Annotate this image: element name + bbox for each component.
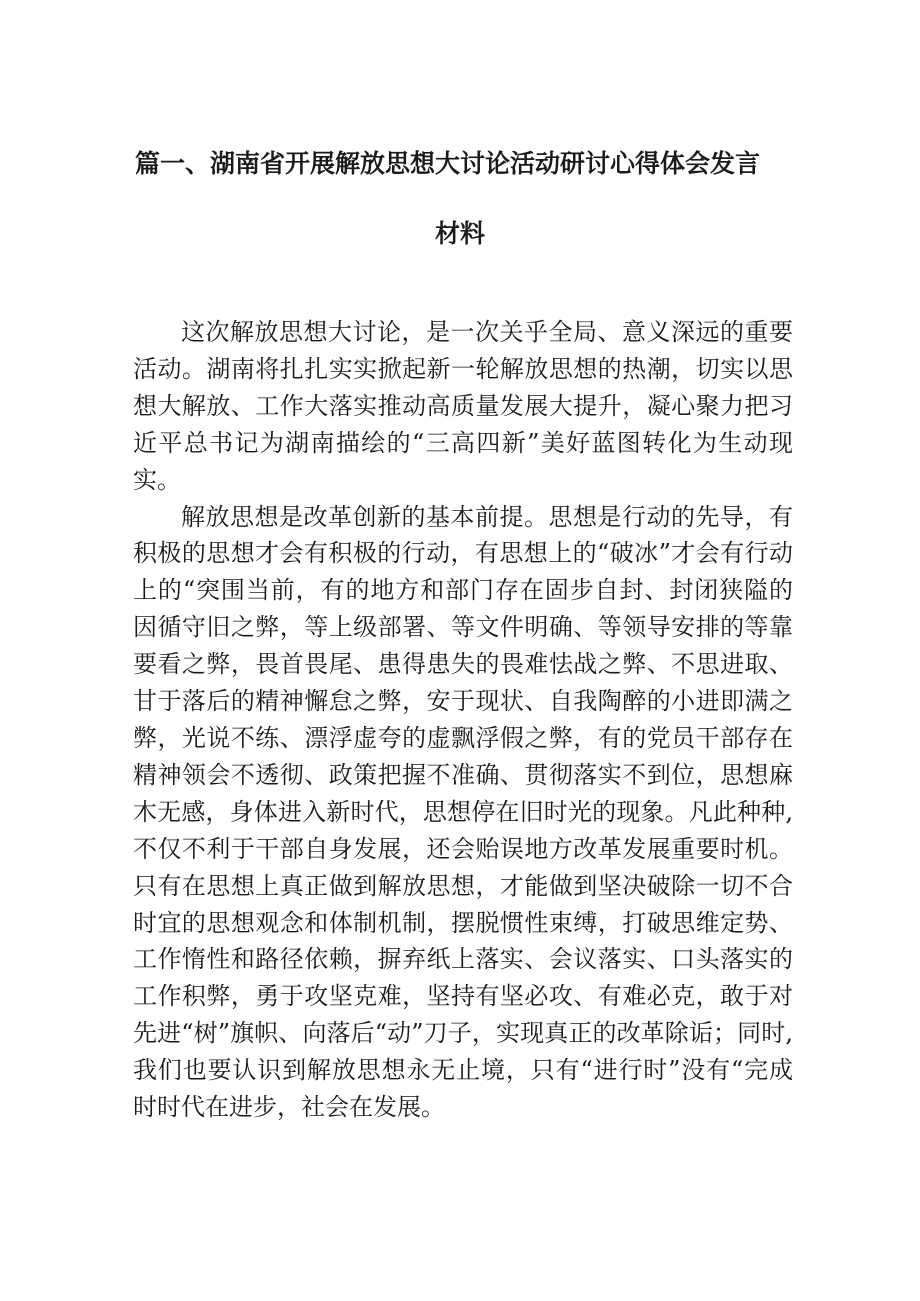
body-paragraph-2: 解放思想是改革创新的基本前提。思想是行动的先导，有积极的思想才会有积极的行动，有思想上的“破冰”才会有行动上的“突围当前，有的地方和部门存在固步自封、封闭狭隘的因循守旧之弊，等上级部署、等文件明确、等领导安排的等靠要看之弊，畏首畏尾、患得患失的畏难怯战之弊、不思进取、甘于落后的精神懈怠之弊，安于现状、自我陶醉的小进即满之弊，光说不练、漂浮虚夸的虚飘浮假之弊，有的党员干部存在精神领会不透彻、政策把握不准确、贯彻落实不到位，思想麻木无感，身体进入新时代，思想停在旧时光的现象。凡此种种,不仅不利于干部自身发展，还会贻误地方改革发展重要时机。只有在思想上真正做到解放思想，才能做到坚决破除一切不合时宜的思想观念和体制机制，摆脱惯性束缚，打破思维定势、工作惰性和路径依赖，摒弃纸上落实、会议落实、口头落实的工作积弊，勇于攻坚克难，坚持有坚必攻、有难必克，敢于对先进“树”旗帜、向落后“动”刀子，实现真正的改革除诟；同时,我们也要认识到解放思想永无止境，只有“进行时”没有“完成时时代在进步，社会在发展。 [133,502,793,1122]
body-paragraph-1: 这次解放思想大讨论，是一次关乎全局、意义深远的重要活动。湖南将扎扎实实掀起新一轮解放思想的热潮，切实以思想大解放、工作大落实推动高质量发展大提升，凝心聚力把习近平总书记为湖南描绘的“三高四新”美好蓝图转化为生动现实。 [133,318,793,494]
document-title-line-1: 篇一、湖南省开展解放思想大讨论活动研讨心得体会发言 [135,149,761,178]
document-title-line-2: 材料 [434,219,485,248]
document-body [133,314,793,1126]
